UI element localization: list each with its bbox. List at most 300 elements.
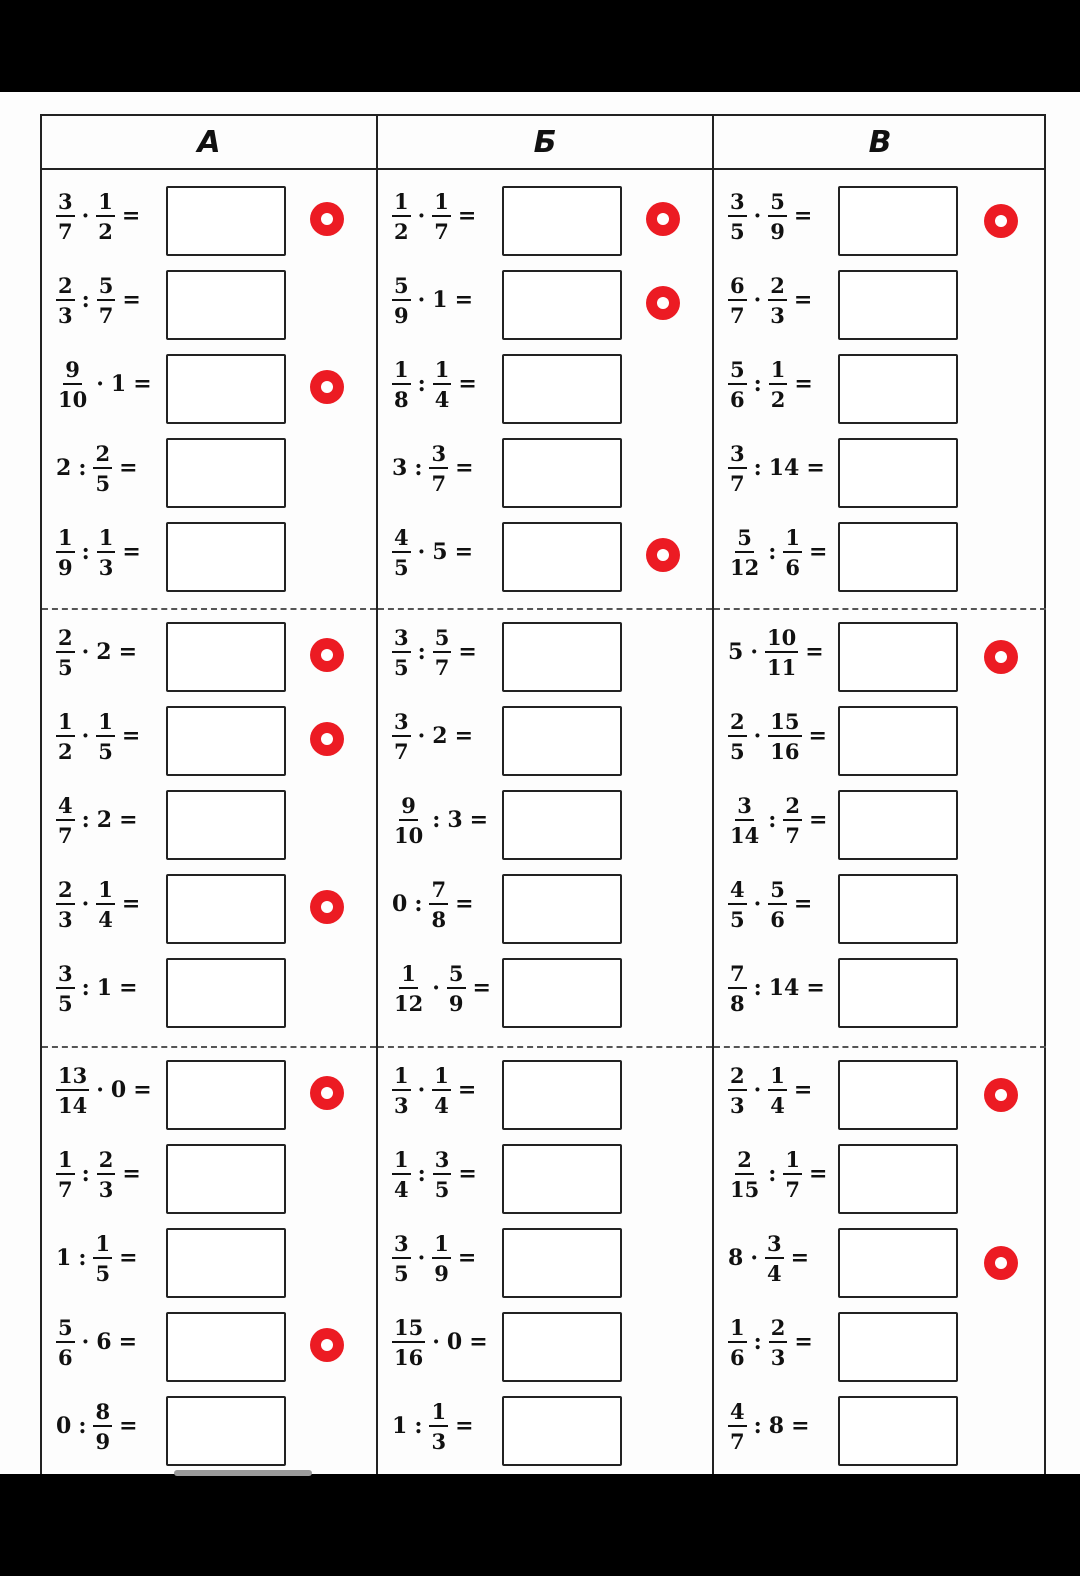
denominator: 10 bbox=[394, 822, 424, 848]
operator: · bbox=[81, 203, 90, 229]
operator: · bbox=[750, 1245, 758, 1271]
numerator: 7 bbox=[429, 879, 448, 905]
operator: = bbox=[133, 1077, 152, 1103]
operator: : bbox=[768, 1161, 777, 1187]
exercise-row bbox=[378, 1300, 712, 1384]
math-expression bbox=[54, 610, 142, 694]
exercise-row bbox=[378, 946, 712, 1030]
exercise-row bbox=[714, 342, 1046, 426]
denominator: 6 bbox=[58, 1344, 73, 1370]
denominator: 7 bbox=[730, 302, 745, 328]
math-expression bbox=[726, 426, 830, 510]
operator: = bbox=[793, 891, 813, 917]
answer-box[interactable] bbox=[502, 1144, 622, 1214]
operator: · bbox=[96, 371, 104, 397]
answer-box[interactable] bbox=[502, 186, 622, 256]
operator: = bbox=[457, 1077, 477, 1103]
numerator: 3 bbox=[765, 1233, 784, 1259]
denominator: 6 bbox=[770, 906, 785, 932]
numerator: 1 bbox=[392, 1149, 411, 1175]
numerator: 5 bbox=[768, 191, 787, 217]
numerator: 5 bbox=[56, 1317, 75, 1343]
answer-box[interactable] bbox=[838, 1312, 958, 1382]
denominator: 5 bbox=[434, 1176, 450, 1202]
numerator: 1 bbox=[783, 527, 802, 553]
answer-box[interactable] bbox=[502, 270, 622, 340]
answer-box[interactable] bbox=[166, 958, 286, 1028]
numerator: 1 bbox=[429, 1401, 448, 1427]
exercise-row bbox=[42, 946, 376, 1030]
denominator: 3 bbox=[98, 1176, 114, 1202]
operator: = bbox=[119, 975, 138, 1001]
operator: · bbox=[417, 1245, 426, 1271]
math-expression bbox=[390, 510, 478, 594]
fraction bbox=[769, 356, 788, 412]
fraction bbox=[768, 1062, 787, 1118]
operator: : bbox=[753, 1413, 762, 1439]
math-expression bbox=[54, 862, 145, 946]
denominator: 2 bbox=[770, 386, 786, 412]
numerator: 5 bbox=[392, 275, 411, 301]
whole-number: 6 bbox=[96, 1329, 112, 1355]
fraction bbox=[728, 792, 761, 848]
denominator: 3 bbox=[394, 1092, 409, 1118]
denominator: 7 bbox=[58, 218, 73, 244]
denominator: 3 bbox=[98, 554, 114, 580]
numerator: 2 bbox=[783, 795, 802, 821]
answer-box[interactable] bbox=[166, 354, 286, 424]
numerator: 1 bbox=[56, 527, 75, 553]
fraction bbox=[728, 188, 747, 244]
math-expression bbox=[390, 342, 482, 426]
denominator: 5 bbox=[730, 738, 745, 764]
numerator: 2 bbox=[56, 879, 75, 905]
denominator: 5 bbox=[95, 1260, 111, 1286]
answer-box[interactable] bbox=[166, 270, 286, 340]
numerator: 3 bbox=[728, 443, 747, 469]
fraction bbox=[728, 1062, 747, 1118]
math-expression bbox=[726, 610, 829, 694]
math-expression bbox=[726, 258, 817, 342]
denominator: 2 bbox=[394, 218, 409, 244]
red-circle-marker-icon bbox=[310, 1076, 344, 1110]
operator: · bbox=[753, 1077, 762, 1103]
fraction bbox=[97, 1146, 116, 1202]
operator: : bbox=[78, 1245, 87, 1271]
fraction bbox=[56, 1146, 75, 1202]
numerator: 6 bbox=[728, 275, 747, 301]
fraction bbox=[56, 876, 75, 932]
fraction bbox=[56, 188, 75, 244]
math-expression bbox=[726, 778, 832, 862]
answer-box[interactable] bbox=[166, 1312, 286, 1382]
math-expression bbox=[726, 1132, 832, 1216]
fraction bbox=[728, 356, 747, 412]
denominator: 5 bbox=[394, 554, 409, 580]
fraction bbox=[769, 1314, 788, 1370]
operator: = bbox=[455, 1413, 474, 1439]
answer-box[interactable] bbox=[166, 874, 286, 944]
answer-box[interactable] bbox=[502, 706, 622, 776]
math-expression bbox=[54, 946, 143, 1030]
whole-number: 14 bbox=[768, 975, 800, 1001]
fraction bbox=[56, 1062, 89, 1118]
red-circle-marker-icon bbox=[310, 370, 344, 404]
answer-box[interactable] bbox=[502, 1396, 622, 1466]
math-expression bbox=[390, 946, 496, 1030]
answer-box[interactable] bbox=[838, 958, 958, 1028]
column-1 bbox=[42, 116, 376, 1474]
exercise-row bbox=[42, 1132, 376, 1216]
fraction bbox=[96, 708, 115, 764]
exercise-row bbox=[378, 510, 712, 594]
exercise-row bbox=[378, 778, 712, 862]
answer-box[interactable] bbox=[166, 1060, 286, 1130]
operator: = bbox=[454, 723, 474, 749]
denominator: 5 bbox=[730, 906, 745, 932]
fraction bbox=[56, 708, 75, 764]
operator: = bbox=[790, 1245, 810, 1271]
exercise-row bbox=[378, 342, 712, 426]
red-circle-marker-icon bbox=[984, 1246, 1018, 1280]
numerator: 1 bbox=[433, 359, 452, 385]
operator: = bbox=[805, 639, 824, 665]
operator: · bbox=[81, 723, 90, 749]
answer-box[interactable] bbox=[502, 1312, 622, 1382]
answer-box[interactable] bbox=[502, 1228, 622, 1298]
numerator: 1 bbox=[728, 1317, 747, 1343]
math-expression bbox=[726, 1384, 815, 1468]
fraction bbox=[429, 440, 448, 496]
math-expression bbox=[726, 174, 817, 258]
numerator: 8 bbox=[93, 1401, 112, 1427]
exercise-row bbox=[378, 694, 712, 778]
answer-box[interactable] bbox=[502, 622, 622, 692]
red-circle-marker-icon bbox=[984, 1078, 1018, 1112]
math-expression bbox=[726, 1300, 818, 1384]
exercise-row bbox=[42, 342, 376, 426]
fraction bbox=[768, 188, 787, 244]
answer-box[interactable] bbox=[838, 1228, 958, 1298]
denominator: 7 bbox=[394, 738, 409, 764]
answer-box[interactable] bbox=[838, 622, 958, 692]
denominator: 7 bbox=[98, 302, 114, 328]
answer-box[interactable] bbox=[502, 874, 622, 944]
operator: : bbox=[414, 1413, 423, 1439]
numerator: 2 bbox=[728, 711, 747, 737]
answer-box[interactable] bbox=[166, 186, 286, 256]
exercise-row bbox=[378, 1132, 712, 1216]
fraction bbox=[429, 1398, 448, 1454]
denominator: 7 bbox=[434, 218, 449, 244]
fraction bbox=[432, 1230, 451, 1286]
denominator: 3 bbox=[58, 302, 73, 328]
answer-box[interactable] bbox=[502, 354, 622, 424]
fraction bbox=[56, 792, 75, 848]
fraction bbox=[392, 960, 425, 1016]
operator: : bbox=[432, 807, 441, 833]
math-expression bbox=[54, 258, 146, 342]
numerator: 1 bbox=[96, 711, 115, 737]
denominator: 14 bbox=[730, 822, 760, 848]
answer-box[interactable] bbox=[166, 622, 286, 692]
answer-box[interactable] bbox=[166, 790, 286, 860]
operator: = bbox=[457, 203, 477, 229]
denominator: 7 bbox=[431, 470, 447, 496]
fraction bbox=[433, 356, 452, 412]
red-circle-marker-icon bbox=[310, 202, 344, 236]
denominator: 9 bbox=[434, 1260, 449, 1286]
denominator: 9 bbox=[58, 554, 73, 580]
fraction bbox=[392, 708, 411, 764]
exercise-row bbox=[378, 258, 712, 342]
answer-box[interactable] bbox=[166, 1144, 286, 1214]
math-expression bbox=[726, 862, 817, 946]
operator: · bbox=[432, 975, 440, 1001]
answer-box[interactable] bbox=[838, 354, 958, 424]
operator: : bbox=[417, 1161, 426, 1187]
operator: · bbox=[81, 639, 90, 665]
fraction bbox=[97, 272, 116, 328]
denominator: 3 bbox=[770, 302, 785, 328]
operator: : bbox=[768, 539, 777, 565]
whole-number: 8 bbox=[768, 1413, 785, 1439]
answer-box[interactable] bbox=[838, 186, 958, 256]
numerator: 1 bbox=[783, 1149, 802, 1175]
column-header: В bbox=[714, 116, 1046, 170]
fraction bbox=[768, 708, 801, 764]
whole-number: 1 bbox=[56, 1245, 72, 1271]
fraction bbox=[783, 524, 802, 580]
operator: = bbox=[469, 807, 489, 833]
numerator: 4 bbox=[392, 527, 411, 553]
exercise-row bbox=[714, 694, 1046, 778]
worksheet-page bbox=[0, 92, 1080, 1474]
math-expression bbox=[726, 342, 818, 426]
fraction bbox=[728, 272, 747, 328]
numerator: 2 bbox=[728, 1065, 747, 1091]
exercise-row bbox=[42, 174, 376, 258]
operator: = bbox=[806, 975, 825, 1001]
numerator: 5 bbox=[768, 879, 787, 905]
denominator: 7 bbox=[730, 1428, 745, 1454]
answer-box[interactable] bbox=[502, 1060, 622, 1130]
exercise-row bbox=[714, 174, 1046, 258]
numerator: 2 bbox=[768, 275, 787, 301]
numerator: 2 bbox=[769, 1317, 788, 1343]
math-expression bbox=[390, 426, 479, 510]
exercise-row bbox=[42, 778, 376, 862]
operator: : bbox=[414, 455, 423, 481]
operator: : bbox=[81, 287, 90, 313]
answer-box[interactable] bbox=[502, 522, 622, 592]
red-circle-marker-icon bbox=[646, 202, 680, 236]
numerator: 1 bbox=[432, 1065, 451, 1091]
fraction bbox=[56, 272, 75, 328]
numerator: 5 bbox=[433, 627, 452, 653]
answer-box[interactable] bbox=[838, 1060, 958, 1130]
whole-number: 3 bbox=[447, 807, 463, 833]
answer-box[interactable] bbox=[502, 790, 622, 860]
exercise-row bbox=[714, 1384, 1046, 1468]
denominator: 8 bbox=[394, 386, 409, 412]
answer-box[interactable] bbox=[838, 270, 958, 340]
answer-box[interactable] bbox=[838, 1144, 958, 1214]
operator: = bbox=[455, 455, 474, 481]
answer-box[interactable] bbox=[838, 522, 958, 592]
denominator: 10 bbox=[58, 386, 88, 412]
operator: = bbox=[121, 203, 141, 229]
denominator: 4 bbox=[98, 906, 113, 932]
numerator: 1 bbox=[96, 191, 115, 217]
red-circle-marker-icon bbox=[984, 204, 1018, 238]
fraction bbox=[93, 440, 112, 496]
horizontal-scrollbar[interactable] bbox=[174, 1470, 312, 1476]
fraction bbox=[392, 1062, 411, 1118]
math-expression bbox=[54, 510, 146, 594]
operator: : bbox=[753, 975, 762, 1001]
fraction bbox=[728, 440, 747, 496]
operator: = bbox=[793, 203, 813, 229]
denominator: 9 bbox=[770, 218, 785, 244]
denominator: 8 bbox=[431, 906, 447, 932]
numerator: 3 bbox=[433, 1149, 452, 1175]
numerator: 1 bbox=[93, 1233, 112, 1259]
math-expression bbox=[726, 946, 830, 1030]
red-circle-marker-icon bbox=[310, 890, 344, 924]
denominator: 12 bbox=[730, 554, 760, 580]
operator: : bbox=[78, 1413, 87, 1439]
numerator: 2 bbox=[56, 627, 75, 653]
whole-number: 1 bbox=[432, 287, 448, 313]
answer-box[interactable] bbox=[838, 706, 958, 776]
exercise-row bbox=[714, 1132, 1046, 1216]
exercise-table bbox=[40, 114, 1046, 1474]
denominator: 9 bbox=[95, 1428, 111, 1454]
whole-number: 0 bbox=[392, 891, 408, 917]
denominator: 4 bbox=[434, 386, 450, 412]
denominator: 6 bbox=[785, 554, 800, 580]
answer-box[interactable] bbox=[502, 958, 622, 1028]
operator: = bbox=[122, 1161, 141, 1187]
math-expression bbox=[54, 426, 143, 510]
fraction bbox=[768, 272, 787, 328]
red-circle-marker-icon bbox=[310, 722, 344, 756]
denominator: 4 bbox=[394, 1176, 409, 1202]
operator: = bbox=[458, 639, 477, 665]
math-expression bbox=[726, 694, 832, 778]
fraction bbox=[728, 708, 747, 764]
numerator: 1 bbox=[432, 191, 451, 217]
numerator: 3 bbox=[429, 443, 448, 469]
exercise-row bbox=[714, 426, 1046, 510]
numerator: 5 bbox=[97, 275, 116, 301]
math-expression bbox=[390, 862, 479, 946]
denominator: 15 bbox=[730, 1176, 760, 1202]
answer-box[interactable] bbox=[838, 874, 958, 944]
denominator: 3 bbox=[58, 906, 73, 932]
red-circle-marker-icon bbox=[310, 1328, 344, 1362]
operator: = bbox=[794, 1329, 813, 1355]
numerator: 1 bbox=[96, 879, 115, 905]
exercise-row bbox=[42, 1384, 376, 1468]
fraction bbox=[392, 792, 425, 848]
fraction bbox=[432, 1062, 451, 1118]
answer-box[interactable] bbox=[166, 1396, 286, 1466]
numerator: 9 bbox=[399, 795, 418, 821]
fraction bbox=[97, 524, 116, 580]
operator: : bbox=[753, 371, 762, 397]
denominator: 5 bbox=[58, 654, 73, 680]
operator: = bbox=[122, 539, 141, 565]
answer-box[interactable] bbox=[166, 1228, 286, 1298]
operator: = bbox=[118, 639, 138, 665]
fraction bbox=[447, 960, 466, 1016]
fraction bbox=[392, 1230, 411, 1286]
operator: : bbox=[753, 1329, 762, 1355]
denominator: 16 bbox=[770, 738, 800, 764]
denominator: 5 bbox=[394, 654, 409, 680]
operator: : bbox=[417, 371, 426, 397]
fraction bbox=[783, 792, 802, 848]
whole-number: 1 bbox=[96, 975, 113, 1001]
operator: : bbox=[768, 807, 777, 833]
numerator: 13 bbox=[56, 1065, 89, 1091]
answer-box[interactable] bbox=[502, 438, 622, 508]
red-circle-marker-icon bbox=[984, 640, 1018, 674]
numerator: 1 bbox=[392, 191, 411, 217]
operator: · bbox=[417, 203, 426, 229]
operator: = bbox=[808, 1161, 828, 1187]
fraction bbox=[392, 272, 411, 328]
math-expression bbox=[390, 1132, 482, 1216]
denominator: 7 bbox=[730, 470, 745, 496]
exercise-row bbox=[42, 510, 376, 594]
answer-box[interactable] bbox=[166, 522, 286, 592]
answer-box[interactable] bbox=[838, 790, 958, 860]
numerator: 3 bbox=[735, 795, 754, 821]
numerator: 2 bbox=[56, 275, 75, 301]
whole-number: 1 bbox=[392, 1413, 408, 1439]
numerator: 10 bbox=[765, 627, 798, 653]
exercise-row bbox=[714, 946, 1046, 1030]
operator: = bbox=[454, 287, 474, 313]
exercise-row bbox=[714, 1216, 1046, 1300]
numerator: 5 bbox=[447, 963, 466, 989]
answer-box[interactable] bbox=[166, 438, 286, 508]
denominator: 2 bbox=[58, 738, 73, 764]
operator: = bbox=[806, 455, 825, 481]
fraction bbox=[728, 524, 761, 580]
answer-box[interactable] bbox=[166, 706, 286, 776]
operator: = bbox=[119, 455, 138, 481]
column-3 bbox=[712, 116, 1046, 1474]
denominator: 4 bbox=[766, 1260, 782, 1286]
fraction bbox=[783, 1146, 802, 1202]
fraction bbox=[429, 876, 448, 932]
fraction bbox=[56, 1314, 75, 1370]
whole-number: 2 bbox=[56, 455, 72, 481]
fraction bbox=[56, 356, 89, 412]
answer-box[interactable] bbox=[838, 438, 958, 508]
numerator: 4 bbox=[728, 879, 747, 905]
operator: · bbox=[753, 287, 762, 313]
denominator: 5 bbox=[95, 470, 111, 496]
operator: : bbox=[81, 1161, 90, 1187]
exercise-row bbox=[42, 862, 376, 946]
exercise-row bbox=[378, 1048, 712, 1132]
answer-box[interactable] bbox=[838, 1396, 958, 1466]
